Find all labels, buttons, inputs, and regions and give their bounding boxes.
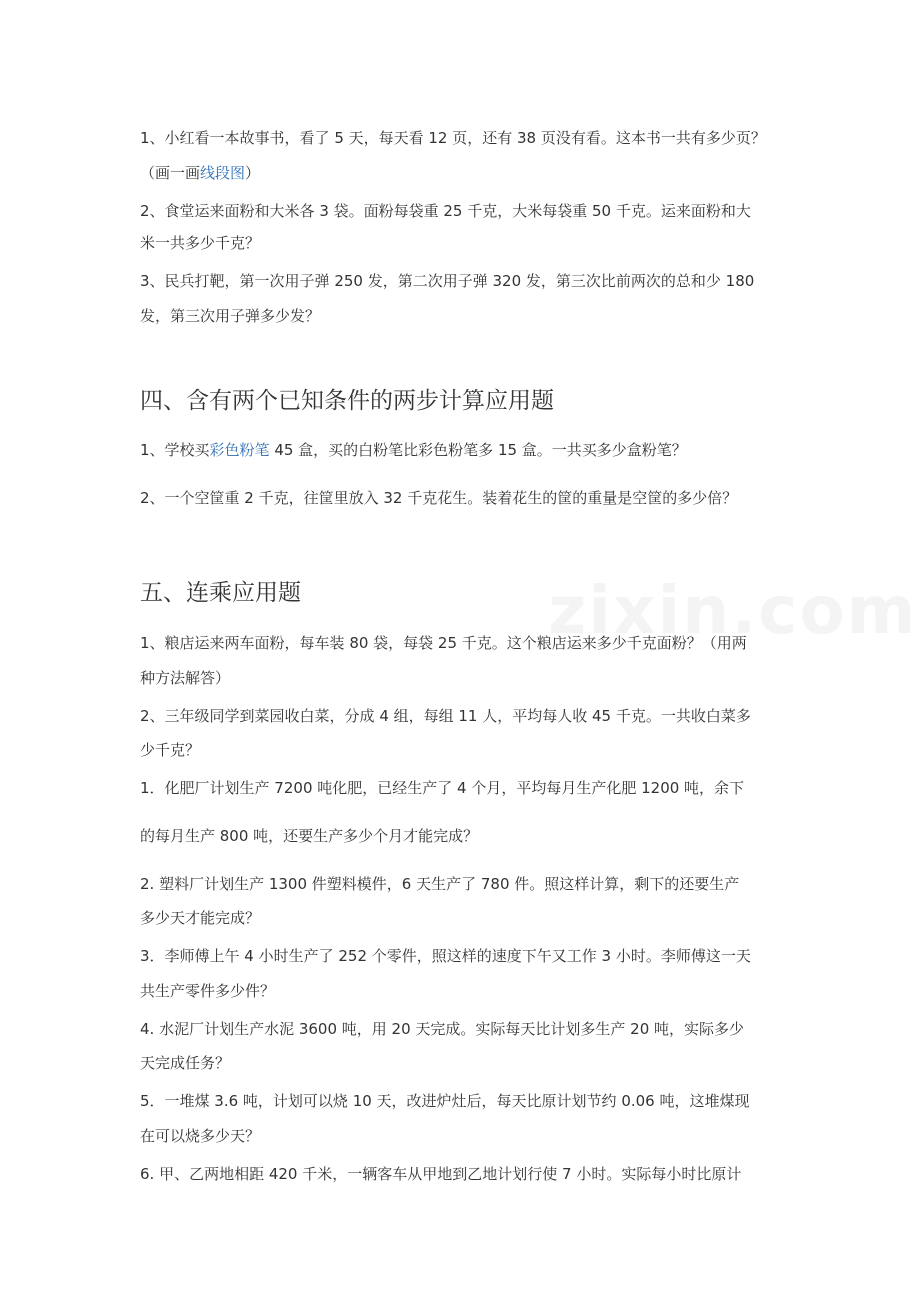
problem-text: 2、一个空筐重 2 千克，往筐里放入 32 千克花生。装着花生的筐的重量是空筐的多少倍？ — [140, 489, 738, 507]
problem-text: 1、粮店运来两车面粉，每车装 80 袋，每袋 25 千克。这个粮店运来多少千克面粉？（用两 — [140, 634, 747, 652]
problem-text: 的每月生产 800 吨，还要生产多少个月才能完成？ — [140, 827, 479, 845]
problem-text: 2、三年级同学到菜园收白菜，分成 4 组，每组 11 人，平均每人收 45 千克。一共收白菜多 — [140, 707, 751, 725]
watermark: zixin.com — [548, 572, 918, 649]
problem-text: 发，第三次用子弹多少发？ — [140, 307, 321, 325]
problem-text: 多少天才能完成？ — [140, 909, 261, 927]
problem-text-fragment: ） — [245, 164, 261, 182]
problem-text — [140, 440, 790, 460]
problem-text — [140, 163, 790, 183]
problem-text-fragment: （画一画 — [140, 164, 201, 182]
problem-text: 3．李师傅上午 4 小时生产了 252 个零件，照这样的速度下午又工作 3 小时。李师傅这一天 — [140, 947, 751, 965]
section-heading: 五、连乘应用题 — [140, 580, 301, 606]
problem-text: 种方法解答） — [140, 669, 231, 687]
problem-text: 4. 水泥厂计划生产水泥 3600 吨，用 20 天完成。实际每天比计划多生产 20 吨，实际多少 — [140, 1020, 745, 1038]
problem-text-fragment: 45 盒，买的白粉笔比彩色粉笔多 15 盒。一共买多少盒粉笔？ — [269, 441, 687, 459]
problem-text: 天完成任务？ — [140, 1054, 231, 1072]
problem-text: 1、小红看一本故事书，看了 5 天，每天看 12 页，还有 38 页没有看。这本书一共有多少页？ — [140, 129, 766, 147]
problem-text: 5．一堆煤 3.6 吨，计划可以烧 10 天，改进炉灶后，每天比原计划节约 0.06 吨，这堆煤现 — [140, 1092, 750, 1110]
problem-text: 米一共多少千克？ — [140, 234, 261, 252]
problem-text: 共生产零件多少件？ — [140, 982, 276, 1000]
link-colored-chalk[interactable]: 彩色粉笔 — [209, 441, 270, 459]
problem-text: 1．化肥厂计划生产 7200 吨化肥，已经生产了 4 个月，平均每月生产化肥 1200 吨，余下 — [140, 779, 745, 797]
problem-text: 2. 塑料厂计划生产 1300 件塑料模件，6 天生产了 780 件。照这样计算，剩下的还要生产 — [140, 875, 740, 893]
problem-text: 在可以烧多少天？ — [140, 1127, 261, 1145]
problem-text: 少千克？ — [140, 741, 201, 759]
section-heading: 四、含有两个已知条件的两步计算应用题 — [140, 388, 554, 414]
problem-text-fragment: 1、学校买 — [140, 441, 210, 459]
problem-text: 6. 甲、乙两地相距 420 千米，一辆客车从甲地到乙地计划行使 7 小时。实际每小时比原计 — [140, 1165, 742, 1183]
problem-text: 3、民兵打靶，第一次用子弹 250 发，第二次用子弹 320 发，第三次比前两次的总和少 180 — [140, 272, 755, 290]
link-line-diagram[interactable]: 线段图 — [200, 164, 246, 182]
problem-text: 2、食堂运来面粉和大米各 3 袋。面粉每袋重 25 千克，大米每袋重 50 千克。运来面粉和大 — [140, 202, 751, 220]
